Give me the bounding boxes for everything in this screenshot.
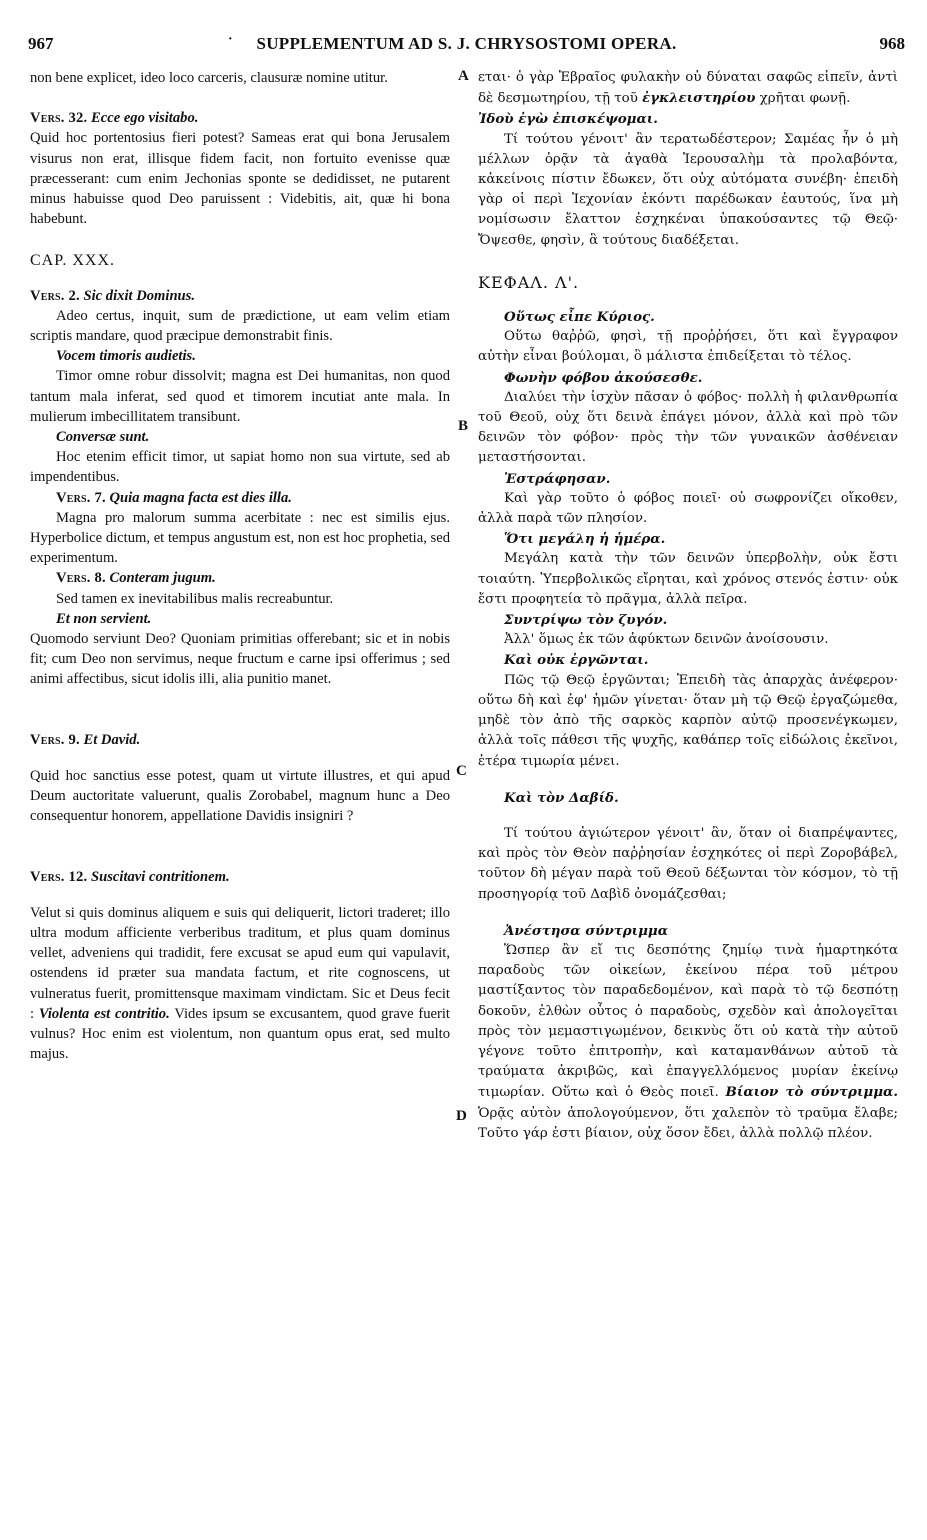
latin-paragraph: Sed tamen ex inevitabilibus malis recreabuntur. [56,590,334,607]
verse-label: Vers. 7. [56,489,106,506]
latin-verse-heading [30,568,450,588]
greek-lemma: Καὶ τὸν Δαβίδ. [504,789,619,806]
greek-paragraph: Πῶς τῷ Θεῷ ἐργῶνται; Ἐπειδὴ τὰς ἀπαρχὰς ἀνέφερον· οὕτω δὴ καὶ ἐφ' ἡμῶν γίνεται· ὅταν μὴ τῷ Θεῷ ἐργαζώμεθα, μηδὲ τὸν ἀπὸ τῆς σαρκὸς καρπὸν αὐτῷ προσενέγκωμεν, ἀλλὰ τοῖς πάθεσι τῆς ψυχῆς, καθάπερ τοῖς εἰδώλοις ἐκεῖνοι, ἑτέρα τιμωρία μένει. [478,672,898,769]
verse-lemma: Suscitavi contritionem. [91,868,230,885]
greek-lemma: Ὅτι μεγάλη ἡ ἡμέρα. [504,531,666,548]
margin-marker-a: A [458,68,469,84]
greek-lemma: Συντρίψω τὸν ζυγόν. [504,612,668,629]
greek-paragraph: Τί τούτου γένοιτ' ἂν τερατωδέστερον; Σαμέας ἦν ὁ μὴ μέλλων ὁρᾷν τὰ ἀγαθὰ Ἱερουσαλὴμ τὰ προλαβόντα, κἀκείνοις πίστιν ἔδωκεν, ὅτι οὐχ αὐτόματα συνέβη· ἐπειδὴ γὰρ οἱ περὶ Ἰεχονίαν ἑκόντι παρέδωκαν ἑαυτούς, ἵνα μὴ νομίσωσιν ἔλαττον ἐσχηκέναι ὑπακούσαντες τῷ Θεῷ· Ὄψεσθε, φησὶν, ἃ τούτους διαδέξεται. [478,131,898,248]
latin-paragraph: Quomodo serviunt Deo? Quoniam primitias offerebant; sic et in nobis fit; cum Deo non servimus, neque fructum e carne ipsi offerimus ; sed animi affectibus, sicut idolis illi, alia punitio manet. [30,631,450,688]
greek-paragraph: Ἀλλ' ὅμως ἐκ τῶν ἀφύκτων δεινῶν ἀνοίσουσιν. [504,632,829,648]
page-header [28,34,905,60]
greek-lemma: Καὶ οὐκ ἐργῶνται. [504,652,649,669]
verse-label: Vers. 9. [30,731,80,748]
verse-lemma: Sic dixit Dominus. [83,287,196,304]
greek-column [478,68,898,1144]
latin-verse-heading [30,488,450,508]
verse-lemma: Conteram jugum. [109,570,216,587]
greek-lemma: Ἀνέστησα σύντριμμα [504,922,669,939]
greek-paragraph: Καὶ γὰρ τοῦτο ὁ φόβος ποιεῖ· οὐ σωφρονίζει οἴκοθεν, ἀλλὰ παρὰ τῶν πλησίον. [478,490,898,527]
latin-paragraph: Quid hoc portentosius fieri potest? Sameas erat qui bona Jerusalem visurus non erat, illisque fidem facit, non fortuito evenisse quæ præcesserant: cum enim Jechonias sponte se dedidisset, ne putarent minus habuisse quod Deo paruissent : Videbitis, ait, quæ hi bona habebunt. [30,130,450,228]
greek-paragraph [478,941,898,1144]
margin-marker-c: C [456,763,467,779]
header-ornament: · [228,32,233,47]
greek-lemma: Ἰδοὺ ἐγὼ ἐπισκέψομαι. [478,111,658,128]
latin-paragraph: Magna pro malorum summa acerbitate : nec est similis ejus. Hyperbolice dictum, et tempus angustum est, non est hoc prophetia, sed experimentum. [30,509,450,567]
latin-verse-heading [30,730,450,750]
page-number-right: 968 [879,34,905,53]
latin-paragraph [30,903,450,1065]
greek-lemma: Φωνὴν φόβου ἀκούσεσθε. [504,369,703,386]
verse-lemma: Et David. [83,731,141,748]
greek-intro-paragraph [478,68,898,109]
latin-paragraph: Quid hoc sanctius esse potest, quam ut virtute illustres, et qui apud Deum auctoritate valuerunt, qualis Zorobabel, magnum hunc a Deo consequentur honorem, appellatione Davidis insigniri ? [30,767,450,825]
greek-lemma: Ἐστράφησαν. [504,470,611,487]
verse-lemma: Ecce ego visitabo. [91,110,199,127]
latin-paragraph: Timor omne robur dissolvit; magna est Dei humanitas, non quod tantum mala inferat, sed quod et timorem incutiat ante mala. In mulierum imbecillitatem transibunt. [30,368,450,425]
running-title: SUPPLEMENTUM AD S. J. CHRYSOSTOMI OPERA. [256,34,677,53]
latin-paragraph: Hoc etenim efficit timor, ut sapiat homo non sua virtute, sed ab impendentibus. [30,449,450,486]
greek-inline-lemma: Βίαιον τὸ σύντριμμα. [725,1084,898,1101]
verse-lemma: Quia magna facta est dies illa. [109,489,292,506]
greek-inline-word: ἐγκλειστηρίου [642,90,756,107]
margin-marker-b: B [458,418,469,434]
verse-label: Vers. 8. [56,570,106,587]
latin-verse-heading [30,867,450,887]
latin-verse-heading [30,108,450,128]
chapter-heading-greek: ΚΕΦΑΛ. Λ'. [478,272,580,292]
latin-lemma: Vocem timoris audietis. [56,348,196,365]
latin-text: Vides ipsum se excusantem, quod grave fuerit vulnus? Hoc enim est violentum, non quantum opus erat, sed multo majus. [30,1005,450,1063]
chapter-heading: CAP. XXX. [30,252,116,270]
verse-label: Vers. 12. [30,868,88,885]
verse-label: Vers. 32. [30,110,88,127]
latin-lemma: Conversæ sunt. [56,429,150,446]
verse-label: Vers. 2. [30,287,80,304]
greek-lemma: Οὕτως εἶπε Κύριος. [504,309,655,326]
greek-text: Ὁρᾷς αὐτὸν ἀπολογούμενον, ὅτι χαλεπὸν τὸ τραῦμα ἔλαβε; Τοῦτο γάρ ἐστι βίαιον, οὐχ ὅσον ἔδει, ἀλλὰ πολλῷ πλέον. [478,1105,898,1141]
greek-paragraph: Μεγάλη κατὰ τὴν τῶν δεινῶν ὑπερβολὴν, οὐκ ἔστι τοιαύτη. Ὑπερβολικῶς εἴρηται, καὶ χρόνος στενός ἐστιν· οὐκ ἔστι προφητεία τὸ πρᾶγμα, ἀλλὰ πεῖρα. [478,551,898,607]
greek-text: Ὥσπερ ἂν εἴ τις δεσπότης ζημίῳ τινὰ ἡμαρτηκότα παραδοὺς τῶν οἰκείων, ἐκείνου πέρα τοῦ μέτρου μαστίξαντος τὸν παραδεδομένον, καὶ παρὰ τὸ τῷ δεσπότῃ δοκοῦν, ἐλθὼν οὗτος ὁ παραδοὺς, σχεδὸν καὶ ἀπολογεῖται πρὸς τὸν μεμαστιγωμένον, δεικνὺς ὅτι οὐ κατὰ τὴν αὐτοῦ γέγονε τοῦτο ἐπιτροπὴν, καὶ καταμανθάνων αὐτοῦ τὰ τραύματα ἀκριβῶς, καὶ ἐπαγγελλόμενος μυρίαν ἐκείνῳ τιμωρίαν. Οὕτω καὶ ὁ Θεὸς ποιεῖ. [478,942,898,1101]
latin-verse-heading [30,286,450,306]
latin-inline-lemma: Violenta est contritio. [38,1005,170,1022]
latin-text: Velut si quis dominus aliquem e suis qui deliquerit, lictori traderet; illo ultra modum afficiente verberibus traditum, et plus quam dominus vellet, adveniens qui tradidit, fere excusat se apud eum qui vapulavit, ostendens id præter sua mandata factum, et rite cognoscens, ut vulneratus fuerit, promittensque maximam vindictam. Sic et Deus fecit : [30,904,450,1022]
latin-lemma: Et non servient. [56,610,152,627]
latin-column [30,68,450,1064]
greek-text: εται· ὁ γὰρ Ἑβραῖος φυλακὴν οὐ δύναται σαφῶς εἰπεῖν, ἀντὶ δὲ δεσμωτηρίου, τῇ τοῦ [478,70,898,107]
greek-paragraph: Τί τούτου ἁγιώτερον γένοιτ' ἂν, ὅταν οἱ διαπρέψαντες, καὶ πρὸς τὸν Θεὸν παῤῥησίαν ἐσχηκότες οἱ περὶ Ζοροβάβελ, τοῦτον δὴ μέγαν παρὰ τοῦ Θεοῦ δέξωνται τὸν κόσμον, τὸ τῇ προσηγορίᾳ τοῦ Δαβὶδ ὀνομάζεσθαι; [478,825,898,902]
greek-paragraph: Οὕτω θαῤῥῶ, φησὶ, τῇ προῤῥήσει, ὅτι καὶ ἔγγραφον αὐτὴν εἶναι βούλομαι, ὃ μάλιστα ἐπιδείξεται τὸ τέλος. [478,329,898,365]
greek-text: χρῆται φωνῇ. [759,91,851,107]
latin-intro-paragraph: non bene explicet, ideo loco carceris, clausuræ nomine utitur. [30,70,388,86]
greek-paragraph: Διαλύει τὴν ἰσχὺν πᾶσαν ὁ φόβος· πολλὴ ἡ φιλανθρωπία τοῦ Θεοῦ, οὐχ ὅτι δεινὰ ἐπάγει μόνον, ἀλλὰ καὶ πρὸ τῶν δεινῶν τὸν φόβον· πρὸς τὴν τῶν γυναικῶν ἀσθένειαν μεταστήσονται. [478,389,898,466]
latin-paragraph: Adeo certus, inquit, sum de prædictione, ut eam velim etiam scriptis mandare, quod præcipue demonstrabit finis. [30,307,450,345]
margin-marker-d: D [456,1108,467,1124]
page-number-left: 967 [28,34,54,53]
